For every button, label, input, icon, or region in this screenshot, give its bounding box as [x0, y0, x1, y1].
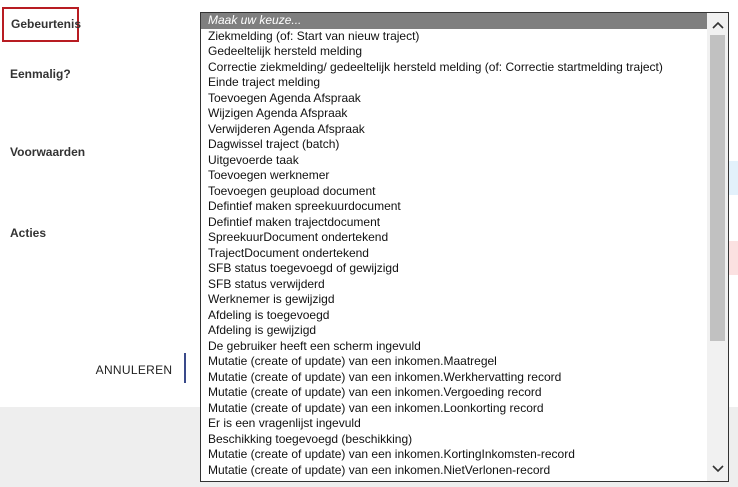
dropdown-option[interactable]: Mutatie (create of update) van een inkomen.Maatregel — [208, 354, 497, 368]
dropdown-option[interactable]: Toevoegen werknemer — [208, 168, 330, 182]
eenmalig-label: Eenmalig? — [10, 67, 71, 81]
dropdown-option[interactable]: SFB status verwijderd — [208, 276, 325, 291]
voorwaarden-label: Voorwaarden — [10, 145, 86, 159]
acties-label: Acties — [10, 226, 47, 240]
dropdown-option[interactable]: TrajectDocument ondertekend — [208, 245, 369, 260]
dropdown-option[interactable]: SFB status toegevoegd of gewijzigd — [208, 261, 399, 275]
cancel-button[interactable]: ANNULEREN — [95, 363, 173, 377]
dropdown-option[interactable]: Defintief maken spreekuurdocument — [208, 199, 401, 213]
dropdown-option[interactable]: Correctie ziekmelding/ gedeeltelijk hersteld melding (of: Correctie startmelding traject) — [208, 59, 663, 74]
dropdown-option[interactable]: Afdeling is gewijzigd — [208, 323, 317, 337]
dropdown-option[interactable]: Werknemer is gewijzigd — [208, 292, 335, 306]
dropdown-option[interactable]: Uitgevoerde taak — [208, 152, 299, 167]
dropdown-option[interactable]: Verwijderen Agenda Afspraak — [208, 121, 365, 136]
dropdown-option[interactable]: Ziekmelding (of: Start van nieuw traject) — [208, 28, 420, 43]
dropdown-option[interactable]: Mutatie (create of update) van een inkomen.NietVerlonen-record — [208, 462, 551, 477]
save-button-edge[interactable] — [184, 353, 186, 383]
dropdown-option[interactable]: Einde traject melding — [208, 75, 321, 89]
dropdown-option[interactable]: Gedeeltelijk hersteld melding — [208, 44, 363, 58]
dropdown-option[interactable]: Defintief maken trajectdocument — [208, 214, 381, 229]
dropdown-options-list[interactable] — [201, 13, 707, 481]
dropdown-option[interactable]: De gebruiker heeft een scherm ingevuld — [208, 338, 421, 353]
dropdown-option[interactable]: Mutatie (create of update) van een inkomen.KortingInkomsten-record — [208, 447, 575, 461]
dropdown-option[interactable]: Afdeling is toegevoegd — [208, 307, 330, 322]
scrollbar-thumb[interactable] — [710, 35, 725, 341]
dropdown-option[interactable]: Dagwissel traject (batch) — [208, 137, 340, 151]
dropdown-option[interactable]: Er is een vragenlijst ingevuld — [208, 416, 361, 430]
dropdown-scrollbar[interactable] — [707, 13, 728, 481]
chevron-down-icon[interactable] — [707, 460, 728, 478]
dropdown-option[interactable]: Beschikking toegevoegd (beschikking) — [208, 431, 413, 446]
dropdown-option[interactable]: Wijzigen Agenda Afspraak — [208, 106, 348, 120]
dropdown-option[interactable]: Toevoegen Agenda Afspraak — [208, 90, 361, 105]
gebeurtenis-label: Gebeurtenis — [2, 7, 79, 42]
event-select-dropdown[interactable] — [200, 12, 729, 482]
dropdown-option[interactable]: Mutatie (create of update) van een inkomen.Loonkorting record — [208, 400, 544, 415]
dropdown-option[interactable]: Mutatie (create of update) van een inkomen.Werkhervatting record — [208, 369, 562, 384]
dropdown-option[interactable]: Toevoegen geupload document — [208, 183, 376, 198]
dropdown-option[interactable]: SpreekuurDocument ondertekend — [208, 230, 389, 244]
chevron-up-icon[interactable] — [707, 16, 728, 34]
dropdown-placeholder-option[interactable]: Maak uw keuze... — [201, 13, 707, 29]
dropdown-option[interactable]: Mutatie (create of update) van een inkomen.Vergoeding record — [208, 385, 542, 399]
